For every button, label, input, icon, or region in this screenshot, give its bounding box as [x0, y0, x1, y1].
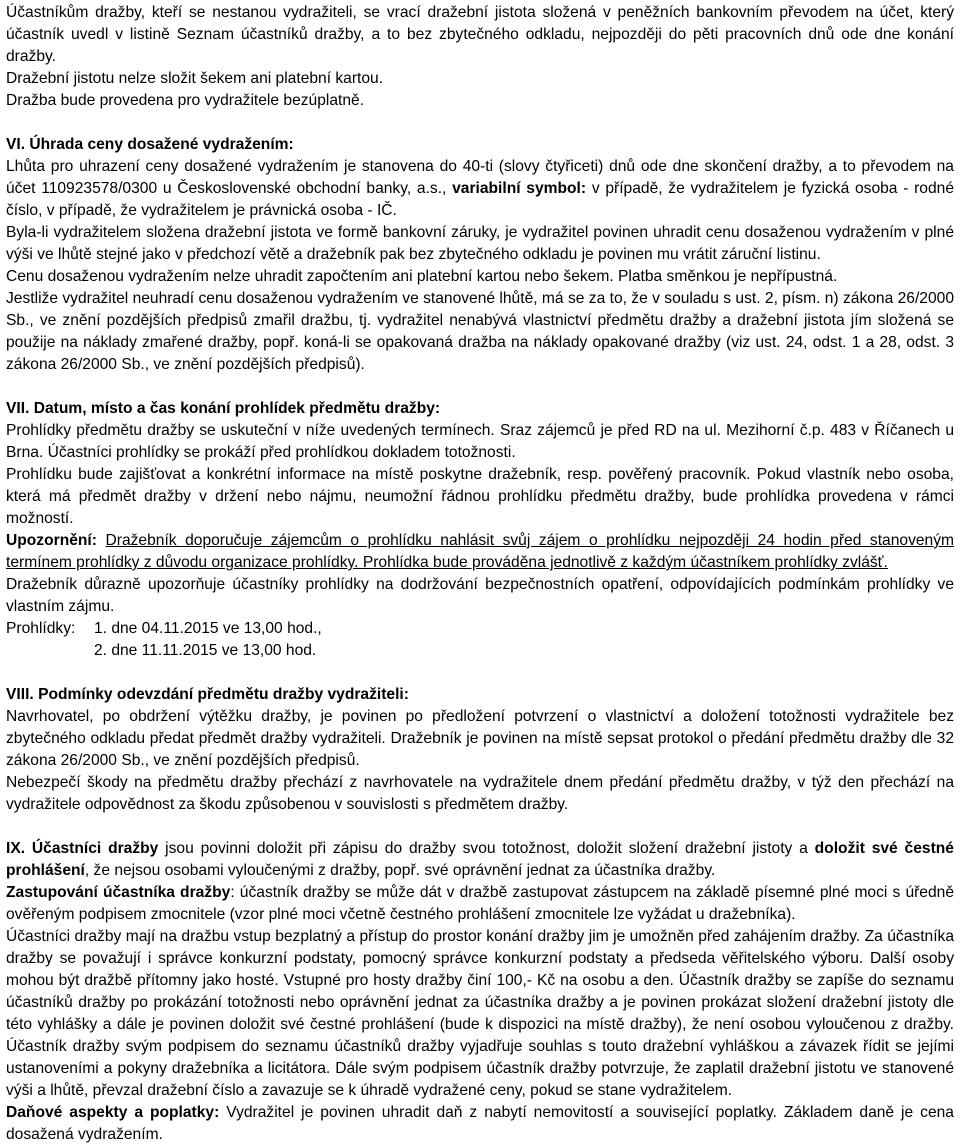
section-9-declaration: doložit své čestné prohlášení [6, 840, 954, 879]
section-6 [6, 134, 954, 222]
viewing-row-1 [6, 618, 954, 640]
section-9-intro [6, 838, 954, 882]
intro-paragraph-free: Dražba bude provedena pro vydražitele bezúplatně. [6, 92, 365, 109]
viewing-row-2 [6, 640, 954, 662]
intro-paragraph-refund: Účastníkům dražby, kteří se nestanou vydražiteli, se vrací dražební jistota složená v peněžních bankovním převodem na účet, který účastník uvedl v listině Seznam účastníků dražby, a to bez zbytečného odkladu, nejpozději do pěti pracovních dnů ode dne konání dražby. [6, 4, 954, 65]
section-9-tax [6, 1102, 954, 1146]
section-9-heading: Účastníci dražby [31, 840, 159, 857]
representation-label: Zastupování účastníka dražby [6, 884, 231, 901]
section-6-payment-deadline: Lhůta pro uhrazení ceny dosažené vydražením je stanovena do 40-ti (slovy čtyřiceti) dnů ode dne skončení dražby, a to převodem na účet 110923578/0300 u Československé obchodní banky, a.s., [6, 158, 954, 197]
tax-text: Vydražitel je povinen uhradit daň z nabytí nemovitostí a související poplatky. Základem daně je cena dosažená vydražením. [6, 1104, 954, 1143]
section-7-meeting-point: Prohlídky předmětu dražby se uskuteční v níže uvedených termínech. Sraz zájemců je před RD na ul. Mezihorní č.p. 483 v Říčanech u Brna. Účastníci prohlídky se prokáží před prohlídkou dokladem totožnosti. [6, 422, 954, 461]
variable-symbol-text: v případě, že vydražitelem je fyzická osoba - rodné číslo, v případě, že vydražitelem je právnická osoba - IČ. [6, 180, 954, 219]
intro-paragraph-no-cheque: Dražební jistotu nelze složit šekem ani platební kartou. [6, 70, 384, 87]
section-9-representation [6, 882, 954, 926]
section-7-heading: VII. Datum, místo a čas konání prohlídek předmětu dražby: [6, 400, 441, 417]
variable-symbol-label: variabilní symbol: [452, 180, 587, 197]
section-6-bank-guarantee: Byla-li vydražitelem složena dražební jistota ve formě bankovní záruky, je vydražitel povinen uhradit cenu dosaženou vydražením v plné výši ve lhůtě stejné jako v předchozí větě a dražebník pak bez zbytečného odkladu je povinen mu vrátit záruční listinu. [6, 224, 954, 263]
section-8-heading: VIII. Podmínky odevzdání předmětu dražby vydražiteli: [6, 686, 409, 703]
section-9-participants: Účastníci dražby mají na dražbu vstup bezplatný a přístup do prostor konání dražby jim je umožněn před zahájením dražby. Za účastníka dražby se považují i správce konkurzní podstaty, pomocný správce konkurzní podstaty a předseda věřitelského výboru. Další osoby mohou být dražbě přítomny jako hosté. Vstupné pro hosty dražby činí 100,- Kč na osobu a den. Účastník dražby se zapíše do seznamu účastníků dražby po prokázání totožnosti nebo oprávnění jednat za účastníka dražby a je povinen prokázat složení dražební jistoty dle této vyhlášky a dále je povinen doložit své čestné prohlášení (bude k dispozici na místě dražby), že není osobou vyloučenou z dražby. Účastník dražby svým podpisem do seznamu účastníků dražby vyjadřuje souhlas s touto dražební vyhláškou a závazek řídit se jejími ustanoveními a pokyny dražebníka a licitátora. Dále svým podpisem účastník dražby potvrzuje, že zaplatil dražební jistotu ve stanovené výši a lhůtě, převzal dražební číslo a zavazuje se k úhradě vydražené ceny, pokud se stane vydražitelem. [6, 928, 954, 1099]
viewing-date-2: 2. dne 11.11.2015 ve 13,00 hod. [94, 642, 317, 659]
section-9-text-a: jsou povinni doložit při zápisu do dražby svou totožnost, doložit složení dražební jistoty a [165, 840, 808, 857]
section-7-safety: Dražebník důrazně upozorňuje účastníky prohlídky na dodržování bezpečnostních opatření, odpovídajících podmínkám prohlídky ve vlastním zájmu. [6, 576, 954, 615]
section-9-text-c: , že nejsou osobami vyloučenými z dražby, popř. své oprávnění jednat za účastníka dražby. [84, 862, 716, 879]
warning-label: Upozornění: [6, 532, 97, 549]
section-6-payment-methods: Cenu dosaženou vydražením nelze uhradit započtením ani platební kartou nebo šekem. Platba směnkou je nepřípustná. [6, 268, 838, 285]
section-7-warning [6, 530, 954, 574]
section-6-failure-to-pay: Jestliže vydražitel neuhradí cenu dosaženou vydražením ve stanovené lhůtě, má se za to, že v souladu s ust. 2, písm. n) zákona 26/2000 Sb., ve znění pozdějších předpisů zmařil dražbu, tj. vydražitel nenabývá vlastnictví předmětu dražby a dražební jistota jím složená se použije na náklady zmařené dražby, popř. koná-li se opakovaná dražba na náklady opakované dražby (viz ust. 24, odst. 1 a 28, odst. 3 zákona 26/2000 Sb., ve znění pozdějších předpisů). [6, 290, 954, 373]
warning-text: Dražebník doporučuje zájemcům o prohlídku nahlásit svůj zájem o prohlídku nejpozději 24 hodin před stanoveným termínem prohlídky z důvodu organizace prohlídky. Prohlídka bude prováděna jednotlivě z každým účastníkem prohlídky zvlášť. [6, 532, 954, 571]
section-8-risk-transfer: Nebezpečí škody na předmětu dražby přechází z navrhovatele na vydražitele dnem předání předmětu dražby, v týž den přechází na vydražitele odpovědnost za škodu způsobenou v souvislosti s předmětem dražby. [6, 774, 954, 813]
section-9-number: IX. [6, 840, 26, 857]
section-8-handover: Navrhovatel, po obdržení výtěžku dražby, je povinen po předložení potvrzení o vlastnictví a doložení totožnosti vydražitele bez zbytečného odkladu předat předmět dražby vydražiteli. Dražebník je povinen na místě sepsat protokol o předání předmětu dražby dle 32 zákona 26/2000 Sb., ve znění pozdějších předpisů. [6, 708, 954, 769]
tax-label: Daňové aspekty a poplatky: [6, 1104, 220, 1121]
viewings-label: Prohlídky: [6, 620, 76, 637]
representation-text: : účastník dražby se může dát v dražbě zastupovat zástupcem na základě písemné plné moci s úředně ověřeným podpisem zmocnitele (vzor plné moci včetně čestného prohlášení zmocnitele lze vyžádat u dražebníka). [6, 884, 954, 923]
viewing-date-1: 1. dne 04.11.2015 ve 13,00 hod., [94, 620, 322, 637]
section-7-organizer: Prohlídku bude zajišťovat a konkrétní informace na místě poskytne dražebník, resp. pověřený pracovník. Pokud vlastník nebo osoba, která má předmět dražby v držení nebo nájmu, neumožní řádnou prohlídku předmětu dražby, bude prohlídka provedena v rámci možností. [6, 466, 954, 527]
section-6-heading: VI. Úhrada ceny dosažené vydražením: [6, 136, 294, 153]
viewings-list [6, 618, 954, 662]
